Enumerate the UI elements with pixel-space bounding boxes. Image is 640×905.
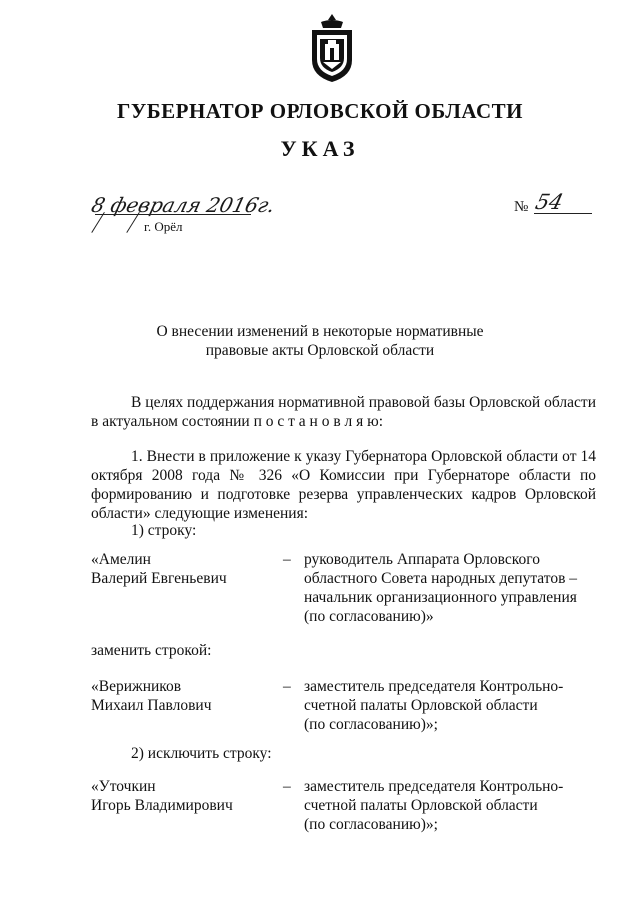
person-name [91, 677, 271, 715]
issuer-title: ГУБЕРНАТОР ОРЛОВСКОЙ ОБЛАСТИ [116, 99, 524, 123]
number-underline [534, 213, 592, 214]
person-position [304, 677, 614, 734]
position-line: областного Совета народных депутатов – [304, 570, 578, 587]
position-line: начальник организационного управления [304, 589, 577, 606]
person-name [91, 777, 271, 815]
city-label: г. Орёл [144, 219, 183, 234]
person-position [304, 777, 614, 834]
subitem-1-label: 1) строку: [131, 522, 197, 539]
position-line: счетной палаты Орловской области [304, 797, 538, 814]
name-line: «Амелин [91, 551, 151, 568]
number-label: № [514, 199, 529, 215]
date-underline [95, 214, 251, 215]
name-line: Михаил Павлович [91, 697, 212, 714]
position-line: руководитель Аппарата Орловского [304, 551, 540, 568]
coat-of-arms-emblem [307, 12, 357, 84]
position-line: (по согласованию)» [304, 608, 434, 625]
person-name [91, 550, 271, 588]
person-position [304, 550, 614, 626]
handwritten-number: 54 [533, 190, 566, 214]
position-line: (по согласованию)»; [304, 816, 438, 833]
position-line: заместитель председателя Контрольно- [304, 778, 564, 795]
handwritten-date: 8 февраля 2016г. [89, 193, 278, 217]
dash-separator: – [283, 678, 291, 695]
position-line: (по согласованию)»; [304, 716, 438, 733]
preamble-paragraph: В целях поддержания нормативной правовой базы Орловской области в актуальном состоянии п о с т а н о в л я ю: [91, 394, 596, 430]
item-1-paragraph: 1. Внести в приложение к указу Губернатора Орловской области от 14 октября 2008 года № 326 «О Комиссии при Губернаторе области по формированию и подготовке резерва управленческих кадров Орловской области» следующие изменения: [91, 448, 596, 522]
subject-line: правовые акты Орловской области [205, 342, 435, 359]
position-line: заместитель председателя Контрольно- [304, 678, 564, 695]
subitem-2-label: 2) исключить строку: [131, 745, 272, 762]
name-line: «Верижников [91, 678, 182, 695]
dash-separator: – [283, 778, 291, 795]
name-line: «Уточкин [91, 778, 156, 795]
replace-with-label: заменить строкой: [91, 642, 212, 659]
dash-separator: – [283, 551, 291, 568]
name-line: Игорь Владимирович [91, 797, 233, 814]
document-type: УКАЗ [280, 136, 360, 161]
subject-line: О внесении изменений в некоторые нормативные [156, 323, 484, 340]
name-line: Валерий Евгеньевич [91, 570, 227, 587]
decree-subject [0, 322, 640, 360]
position-line: счетной палаты Орловской области [304, 697, 538, 714]
